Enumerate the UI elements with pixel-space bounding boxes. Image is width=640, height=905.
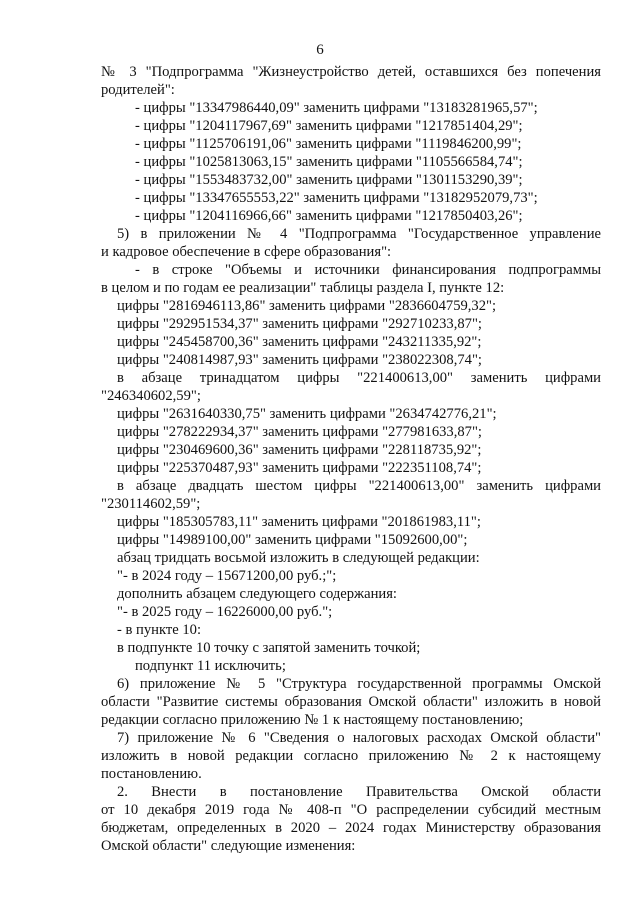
text-line: - цифры "1204116966,66" заменить цифрами "1217850403,26"; <box>135 208 523 224</box>
text-line: - цифры "13347986440,09" заменить цифрами "13183281965,57"; <box>135 100 538 116</box>
text-line: цифры "225370487,93" заменить цифрами "222351108,74"; <box>117 460 482 476</box>
text-line: в целом и по годам ее реализации" таблицы раздела I, пункте 12: <box>101 280 505 296</box>
text-line: № 3 "Подпрограмма "Жизнеустройство детей, оставшихся без попечения <box>101 64 601 80</box>
text-line: цифры "230469600,36" заменить цифрами "228118735,92"; <box>117 442 482 458</box>
text-line: цифры "278222934,37" заменить цифрами "277981633,87"; <box>117 424 482 440</box>
text-line: подпункт 11 исключить; <box>135 658 286 674</box>
page-number: 6 <box>316 42 324 58</box>
text-line: цифры "240814987,93" заменить цифрами "238022308,74"; <box>117 352 482 368</box>
text-line: постановлению. <box>101 766 202 782</box>
text-line: цифры "245458700,36" заменить цифрами "243211335,92"; <box>117 334 482 350</box>
text-line: 6) приложение № 5 "Структура государственной программы Омской <box>117 676 601 692</box>
text-line: цифры "185305783,11" заменить цифрами "201861983,11"; <box>117 514 481 530</box>
text-line: абзац тридцать восьмой изложить в следующей редакции: <box>117 550 480 566</box>
text-line: "246340602,59"; <box>101 388 201 404</box>
text-line: - цифры "1204117967,69" заменить цифрами "1217851404,29"; <box>135 118 523 134</box>
text-line: в подпункте 10 точку с запятой заменить точкой; <box>117 640 421 656</box>
text-line: цифры "14989100,00" заменить цифрами "15092600,00"; <box>117 532 468 548</box>
text-line: и кадровое обеспечение в сфере образования": <box>101 244 392 260</box>
text-line: изложить в новой редакции согласно приложению № 2 к настоящему <box>101 748 601 764</box>
text-line: в абзаце тринадцатом цифры "221400613,00" заменить цифрами <box>117 370 601 386</box>
text-line: 5) в приложении № 4 "Подпрограмма "Государственное управление <box>117 226 601 242</box>
text-line: дополнить абзацем следующего содержания: <box>117 586 397 602</box>
text-line: - цифры "1025813063,15" заменить цифрами "1105566584,74"; <box>135 154 523 170</box>
text-line: 2. Внести в постановление Правительства Омской области <box>117 784 601 800</box>
text-line: редакции согласно приложению № 1 к настоящему постановлению; <box>101 712 524 728</box>
text-line: - в пункте 10: <box>117 622 202 638</box>
text-line: "- в 2025 году – 16226000,00 руб."; <box>117 604 333 620</box>
text-line: - цифры "13347655553,22" заменить цифрами "13182952079,73"; <box>135 190 538 206</box>
text-line: цифры "2816946113,86" заменить цифрами "2836604759,32"; <box>117 298 497 314</box>
text-line: цифры "292951534,37" заменить цифрами "292710233,87"; <box>117 316 482 332</box>
text-line: цифры "2631640330,75" заменить цифрами "2634742776,21"; <box>117 406 497 422</box>
text-line: "- в 2024 году – 15671200,00 руб.;"; <box>117 568 337 584</box>
text-line: Омской области" следующие изменения: <box>101 838 356 854</box>
text-line: - цифры "1125706191,06" заменить цифрами "1119846200,99"; <box>135 136 522 152</box>
text-line: в абзаце двадцать шестом цифры "221400613,00" заменить цифрами <box>117 478 601 494</box>
text-line: от 10 декабря 2019 года № 408-п "О распределении субсидий местным <box>101 802 601 818</box>
text-line: - цифры "1553483732,00" заменить цифрами "1301153290,39"; <box>135 172 523 188</box>
text-line: 7) приложение № 6 "Сведения о налоговых расходах Омской области" <box>117 730 601 746</box>
text-line: "230114602,59"; <box>101 496 201 512</box>
text-line: родителей": <box>101 82 175 98</box>
text-line: - в строке "Объемы и источники финансирования подпрограммы <box>135 262 601 278</box>
text-line: области "Развитие системы образования Омской области" изложить в новой <box>101 694 601 710</box>
text-line: бюджетам, определенных в 2020 – 2024 годах Министерству образования <box>101 820 601 836</box>
